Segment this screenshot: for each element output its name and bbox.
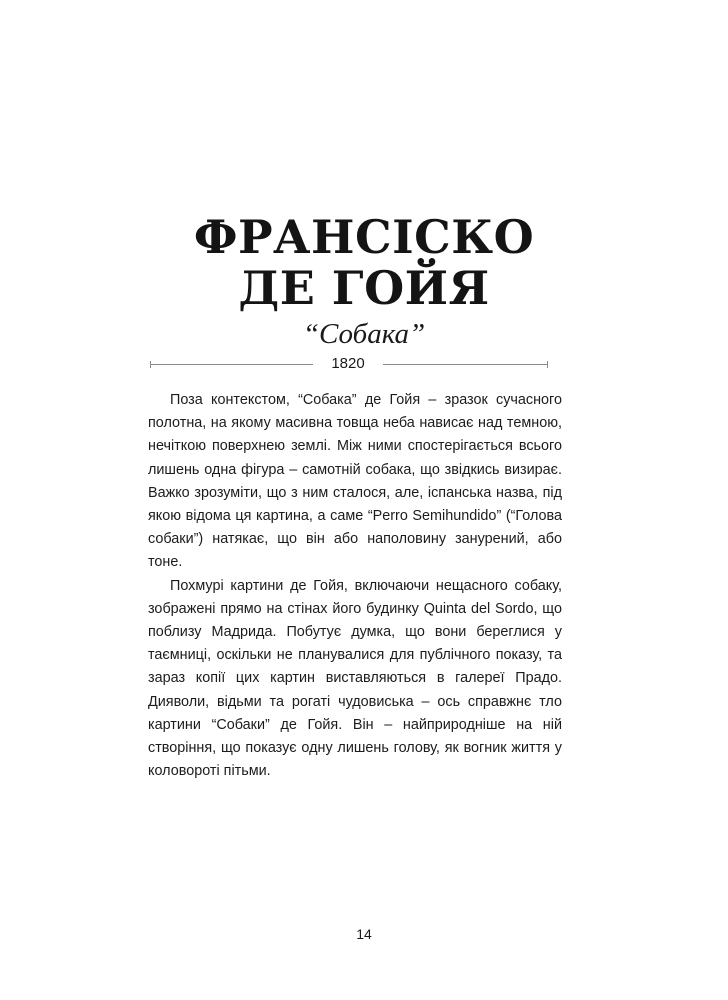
divider-left	[150, 364, 313, 365]
divider-right-end	[547, 361, 548, 368]
page-number: 14	[356, 926, 372, 942]
artwork-title: “Собака”	[302, 318, 426, 350]
body-text	[148, 389, 562, 783]
artwork-year: 1820	[331, 355, 365, 372]
divider-right	[383, 364, 548, 365]
chapter-title-line-2: ДЕ ГОЙЯ	[238, 261, 490, 315]
paragraph-2: Похмурі картини де Гойя, включаючи нещасного собаку, зображені прямо на стінах його будинку Quinta del Sordo, що поблизу Мадрида. Побутує думка, що вони береглися у таємниці, оскільки не планувалися для публічного показу, та зараз копії цих картин виставляються в галереї Прадо. Дияволи, відьми та рогаті чудовиська – ось справжнє тло картини “Собаки” де Гойя. Він – найприродніше на ній створіння, що показує одну лишень голову, як вогник життя у коловороті пітьми.	[148, 577, 562, 780]
divider-left-end	[150, 361, 151, 368]
paragraph-1: Поза контекстом, “Собака” де Гойя – зразок сучасного полотна, на якому масивна товща неба нависає над темною, нечіткою поверхнею землі. Між ними спостерігається всього лишень одна фігура – самотній собака, що звідкись визирає. Важко зрозуміти, що з ним сталося, але, іспанська назва, під якою відома ця картина, а саме “Perro Semihundido” (“Голова собаки”) натякає, що він або наполовину занурений, або тоне.	[148, 392, 562, 571]
chapter-title-line-1: ФРАНСІСКО	[193, 210, 535, 264]
